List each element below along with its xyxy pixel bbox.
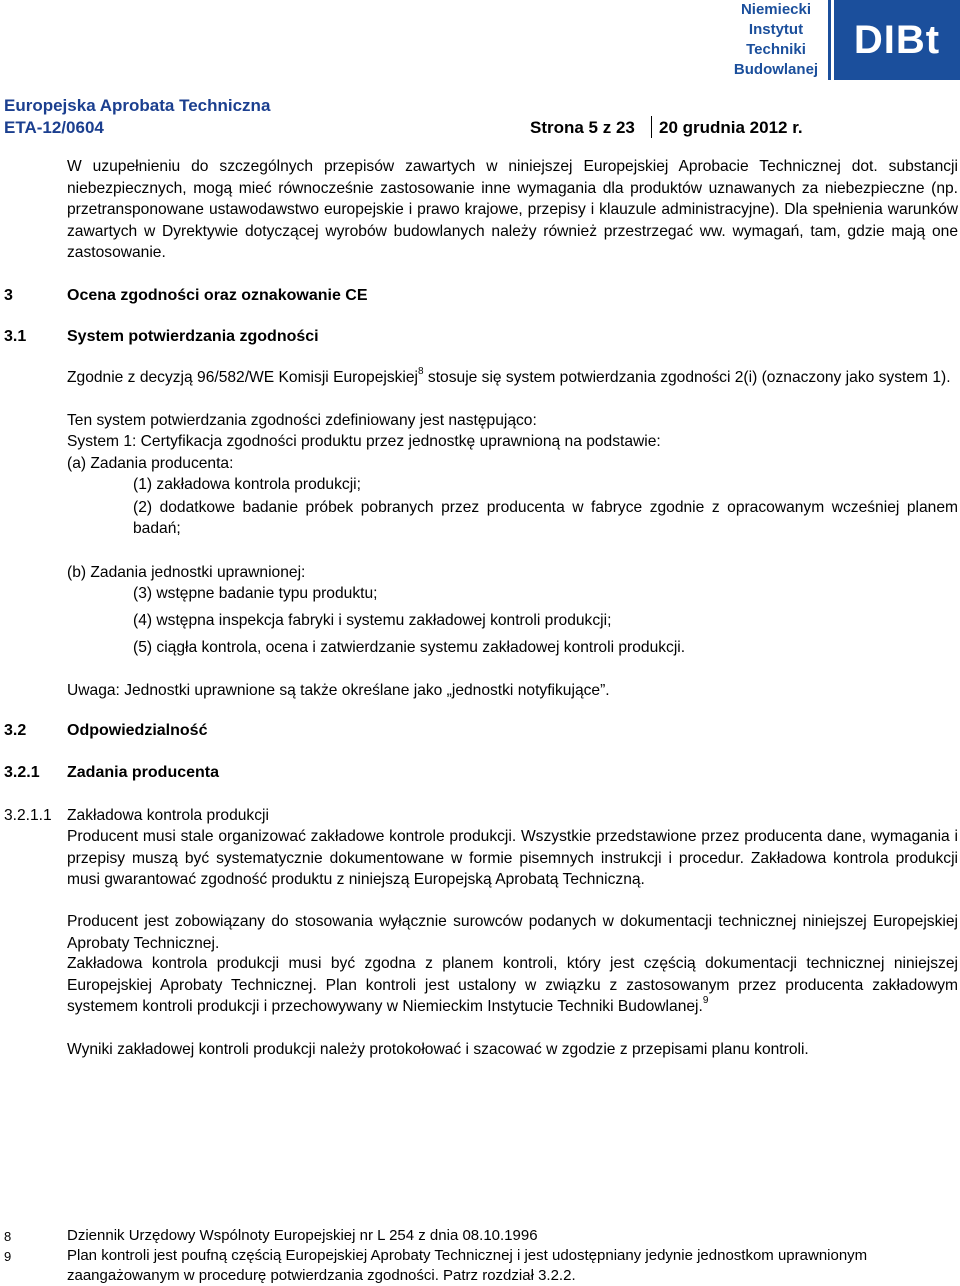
section-heading: Odpowiedzialność: [67, 722, 208, 739]
results-paragraph: Wyniki zakładowej kontroli produkcji należy protokołować i szacować w zgodzie z przepisami planu kontroli.: [67, 1041, 809, 1058]
section-number: 3.2.1: [4, 764, 40, 781]
task-item: (5) ciągła kontrola, ocena i zatwierdzanie systemu zakładowej kontroli produkcji.: [133, 639, 686, 656]
logo-line: Budowlanej: [733, 61, 819, 78]
system-1-line: System 1: Certyfikacja zgodności produktu przez jednostkę uprawnioną na podstawie:: [67, 433, 661, 450]
control-plan-paragraph: [67, 953, 958, 1018]
task-item: (2) dodatkowe badanie próbek pobranych przez producenta w fabryce zgodnie z opracowanym wcześniej planem badań;: [133, 499, 958, 537]
logo-mark: DIBt: [834, 0, 960, 80]
document-number: ETA-12/0604: [4, 118, 104, 137]
manufacturer-tasks-title: (a) Zadania producenta:: [67, 455, 234, 472]
footnote-ref: 8: [418, 365, 424, 377]
raw-materials-paragraph: Producent jest zobowiązany do stosowania wyłącznie surowców podanych w dokumentacji technicznej niniejszej Europejskiej Aprobaty Technicznej.: [67, 913, 958, 952]
section-number: 3.2: [4, 722, 27, 739]
section-number: 3.1: [4, 328, 27, 345]
intro-paragraph: W uzupełnieniu do szczególnych przepisów zawartych w niniejszej Europejskiej Aprobacie Technicznej dot. substancji niebezpiecznych, mogą mieć równocześnie zastosowanie inne wymagania dla produktów uznawanych za niebezpieczne (np. przetransponowane ustawodawstwo europejskie i prawo krajowe, przepisy i klauzule administracyjne). Dla spełnienia warunków zawartych w Dyrektywie dotyczącej wyrobów budowlanych należy również przestrzegać ww. wymagań, tam, gdzie mają one zastosowanie.: [67, 158, 958, 261]
section-number: 3.2.1.1: [4, 807, 52, 824]
logo-line: Instytut: [748, 21, 804, 38]
section-heading: Zakładowa kontrola produkcji: [67, 807, 269, 824]
logo-line: Niemiecki: [740, 1, 812, 18]
decision-text: stosuje się system potwierdzania zgodności 2(i) (oznaczony jako system 1).: [423, 369, 951, 386]
section-heading: Ocena zgodności oraz oznakowanie CE: [67, 287, 368, 304]
header-divider: [651, 116, 652, 138]
control-plan-text: Zakładowa kontrola produkcji musi być zgodna z planem kontroli, który jest częścią dokumentacji technicznej niniejszej Europejskiej Aprobaty Technicznej. Plan kontroli jest ustalony w związku z zastosowanym przez producenta zakładowym systemem kontroli produkcji i przechowywany w Niemieckim Instytucie Techniki Budowlanej.: [67, 955, 958, 1015]
section-heading: System potwierdzania zgodności: [67, 328, 319, 345]
task-item: (3) wstępne badanie typu produktu;: [133, 585, 378, 602]
footnote-text: Plan kontroli jest poufną częścią Europejskiej Aprobaty Technicznej i jest udostępniany jedynie jednostkom uprawnionym zaangażowanym w procedurę potwierdzania zgodności. Patrz rozdział 3.2.2.: [67, 1247, 868, 1284]
logo-institute-name: [724, 0, 828, 80]
section-number: 3: [4, 287, 13, 304]
factory-control-paragraph: Producent musi stale organizować zakładowe kontrole produkcji. Wszystkie przedstawione przez producenta dane, wymagania i przepisy muszą być systematycznie dokumentowane w formie pisemnych instrukcji i procedur. Zakładowa kontrola produkcji musi gwarantować zgodność produktu z niniejszą Europejską Aprobatą Techniczną.: [67, 828, 958, 888]
footnote-ref: 9: [702, 994, 709, 1006]
note-text: Uwaga: Jednostki uprawnione są także określane jako „jednostki notyfikujące”.: [67, 682, 610, 699]
footnote-number: 9: [4, 1249, 12, 1264]
section-heading: Zadania producenta: [67, 764, 220, 781]
task-item: (4) wstępna inspekcja fabryki i systemu zakładowej kontroli produkcji;: [133, 612, 612, 629]
logo-line: Techniki: [746, 41, 806, 58]
decision-paragraph: [67, 365, 958, 387]
decision-text: Zgodnie z decyzją 96/582/WE Komisji Europejskiej: [67, 369, 419, 386]
document-title: Europejska Aprobata Techniczna: [4, 96, 271, 115]
document-date: 20 grudnia 2012 r.: [659, 118, 803, 137]
logo-divider: [828, 0, 831, 80]
body-tasks-title: (b) Zadania jednostki uprawnionej:: [67, 564, 306, 581]
task-item: (1) zakładowa kontrola produkcji;: [133, 476, 361, 493]
footnote-number: 8: [4, 1229, 12, 1244]
page-number: Strona 5 z 23: [530, 118, 635, 137]
footnote-text: Dziennik Urzędowy Wspólnoty Europejskiej nr L 254 z dnia 08.10.1996: [67, 1227, 538, 1244]
system-definition-line: Ten system potwierdzania zgodności zdefiniowany jest następująco:: [67, 412, 537, 429]
